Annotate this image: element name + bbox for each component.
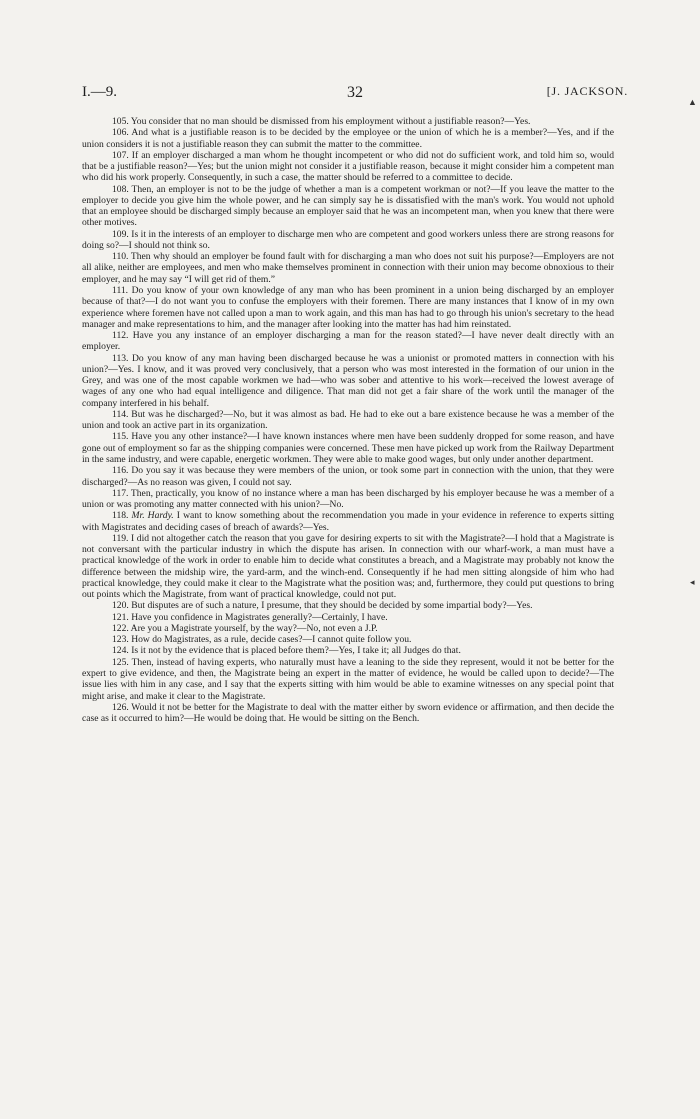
testimony-paragraph: 112. Have you any instance of an employer discharging a man for the reason stated?—I have never dealt directly with an employer. bbox=[82, 330, 614, 353]
testimony-paragraph: 124. Is it not by the evidence that is placed before them?—Yes, I take it; all Judges do that. bbox=[112, 645, 461, 657]
testimony-paragraph: 111. Do you know of your own knowledge of any man who has been prominent in a union being discharged by an employer because of that?—I do not want you to confuse the employers with their foremen. There are many instances that I know of in my own experience where foremen have not called upon a man to work again, and this man has had to go through his union's secretary to the head manager and make representations to him, and the manager after looking into the matter has had him reinstated. bbox=[82, 284, 614, 330]
testimony-paragraph: 113. Do you know of any man having been discharged because he was a unionist or promoted matters in connection with his union?—Yes. I know, and it was proved very conclusively, that a person who was most interested in the formation of our union in the Grey, and was one of the most capable workmen we had—who was sober and attentive to his work—received the lowest average of wages of any one who had equal intelligence and diligence. That man did not get a fair share of the work until the manager of the company interfered in his behalf. bbox=[82, 352, 614, 409]
testimony-paragraph: 114. But was he discharged?—No, but it was almost as bad. He had to eke out a bare existence because he was a member of the union and took an active part in its organization. bbox=[82, 408, 614, 432]
testimony-paragraph: 122. Are you a Magistrate yourself, by the way?—No, not even a J.P. bbox=[112, 622, 378, 634]
paper-reference: I.—9. bbox=[82, 84, 117, 100]
testimony-paragraph: 119. I did not altogether catch the reason that you gave for desiring experts to sit with the Magistrate?—I hold that a Magistrate is not conversant with the particular industry in which the dispute has arisen. In connection with our wharf-work, a man must have a practical knowledge of the work in order to enable him to decide what constitutes a breach, and a Magistrate may probably not know the difference between the midship wire, the yard-arm, and the winch-end. Consequently if he had men sitting alongside of him who had practical knowledge, they could make it clear to the Magistrate what the position was; and, furthermore, they could put questions to bring out points which the Magistrate, from want of practical knowledge, could not put. bbox=[82, 532, 614, 601]
testimony-body bbox=[82, 116, 614, 724]
speaker-name: Mr. Hardy. bbox=[131, 510, 174, 522]
margin-mark: ▲ bbox=[688, 97, 697, 107]
page-header bbox=[82, 84, 628, 104]
testimony-paragraph: 117. Then, practically, you know of no instance where a man has been discharged by his employer because he was a member of a union or was promoting any matter connected with his union?—No. bbox=[82, 487, 614, 511]
testimony-paragraph: 121. Have you confidence in Magistrates generally?—Certainly, I have. bbox=[112, 611, 388, 623]
page-number: 32 bbox=[347, 84, 363, 101]
testimony-paragraph: 106. And what is a justifiable reason is to be decided by the employee or the union of which he is a member?—Yes, and if the union considers it is not a justifiable reason they can submit the matter to the committee. bbox=[82, 127, 614, 150]
testimony-paragraph: 110. Then why should an employer be found fault with for discharging a man who does not suit his purpose?—Employers are not all alike, neither are employees, and men who make themselves prominent in connection with their union may become obnoxious to their employer, and he may say “I will get rid of them.” bbox=[82, 251, 614, 285]
testimony-paragraph: 109. Is it in the interests of an employer to discharge men who are competent and good workers unless there are strong reasons for doing so?—I should not think so. bbox=[82, 228, 614, 251]
testimony-paragraph: 116. Do you say it was because they were members of the union, or took some part in connection with the union, that they were discharged?—As no reason was given, I could not say. bbox=[82, 465, 614, 488]
testimony-paragraph: 125. Then, instead of having experts, who naturally must have a leaning to the side they represent, would it not be better for the expert to give evidence, and then, the Magistrate being an expert in the matter of evidence, he would be called upon to decide?—The issue lies with him in any case, and I say that the experts sitting with him would be able to examine witnesses on any special point that might arise, and make it clear to the Magistrate. bbox=[82, 656, 614, 702]
testimony-paragraph: 120. But disputes are of such a nature, I presume, that they should be decided by some impartial body?—Yes. bbox=[112, 600, 533, 612]
margin-mark: ◂ bbox=[690, 577, 695, 587]
testimony-paragraph: 105. You consider that no man should be dismissed from his employment without a justifiable reason?—Yes. bbox=[112, 116, 531, 127]
witness-name: [J. JACKSON. bbox=[546, 84, 628, 98]
testimony-paragraph: 126. Would it not be better for the Magistrate to deal with the matter either by sworn evidence or affirmation, and then decide the case as it occurred to him?—He would be doing that. He would be sitting on the Bench. bbox=[82, 701, 614, 725]
testimony-paragraph: 118. Mr. Hardy. I want to know something about the recommendation you made in your evidence in reference to experts sitting with Magistrates and deciding cases of breach of awards?—Yes. bbox=[82, 510, 614, 533]
testimony-paragraph: 115. Have you any other instance?—I have known instances where men have been suddenly dropped for some reason, and have gone out of employment so far as the shipping companies were concerned. These men have picked up work from the Railway Department in the same industry, and were capable, energetic workmen. They were able to make good wages, but only under another department. bbox=[82, 431, 614, 465]
testimony-paragraph: 107. If an employer discharged a man whom he thought incompetent or who did not do sufficient work, and told him so, would that be a justifiable reason?—Yes; but the union might not consider it a justifiable reason, because it might consider him a competent man who did his work properly. Consequently, in such a case, the matter should be referred to a committee to decide. bbox=[82, 149, 614, 184]
testimony-paragraph: 123. How do Magistrates, as a rule, decide cases?—I cannot quite follow you. bbox=[112, 634, 412, 646]
testimony-paragraph: 108. Then, an employer is not to be the judge of whether a man is a competent workman or not?—If you leave the matter to the employer to decide you give him the whole power, and he can simply say he is dissatisfied with the man's work. You would not uphold that an employee should be discharged simply because an employer said that he was an incompetent man, when you knew that there were other motives. bbox=[82, 183, 614, 229]
